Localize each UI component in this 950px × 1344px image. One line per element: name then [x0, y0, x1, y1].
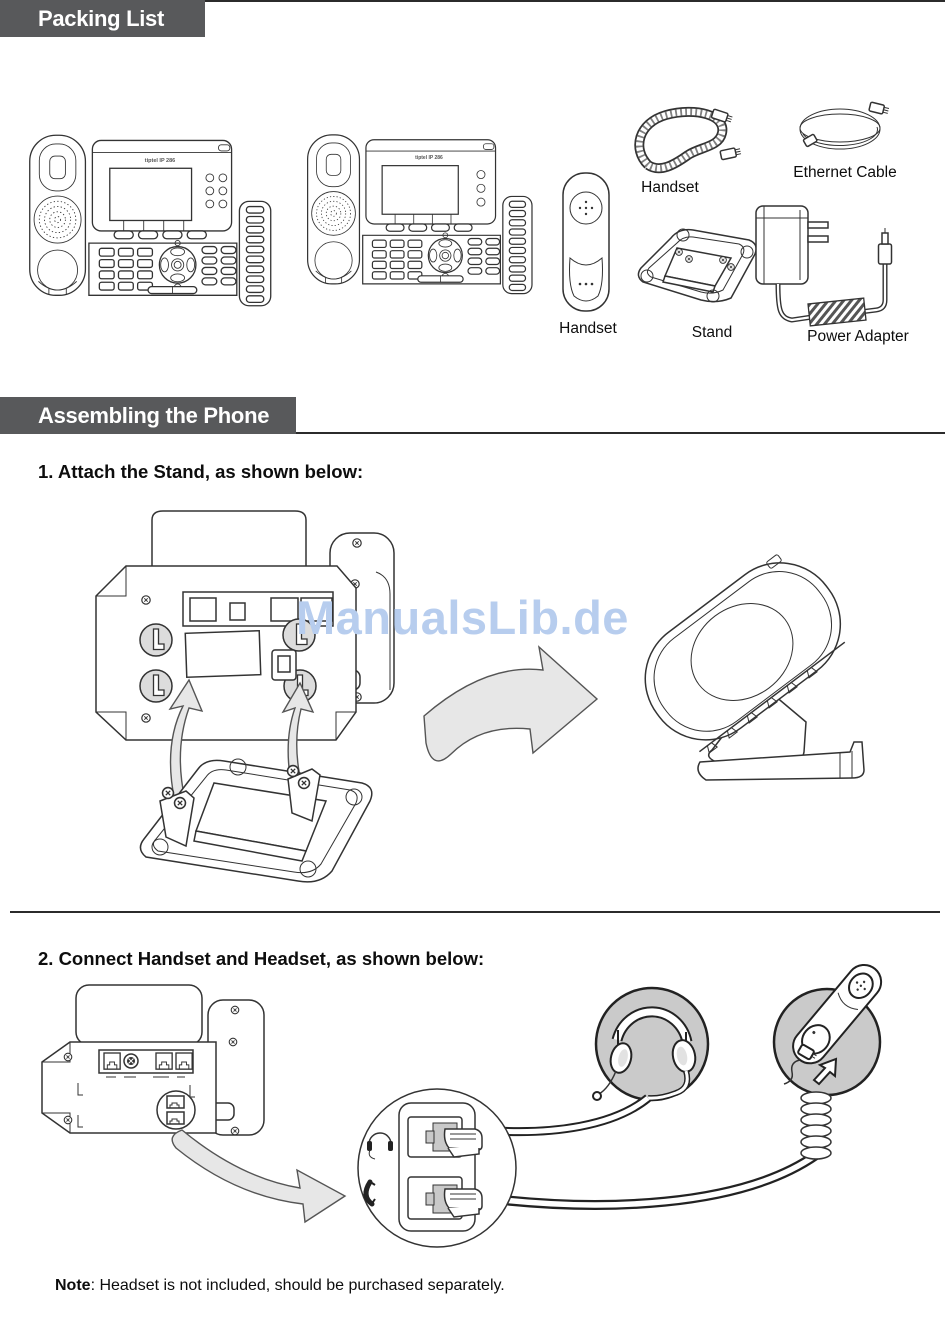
assembling-section-header: [0, 397, 296, 434]
jack-callout-circle: [358, 1089, 648, 1247]
assembling-section-title: Assembling the Phone: [38, 403, 270, 428]
note-label: Note: [55, 1277, 91, 1294]
power-adapter-illustration: [756, 206, 892, 326]
note: [55, 1277, 505, 1295]
headset-callout-circle: [593, 988, 708, 1100]
power-adapter-label: Power Adapter: [807, 328, 909, 345]
phone-brand-label: tiptel IP 286: [144, 158, 176, 164]
connect-handset-headset-diagram: [0, 940, 950, 1270]
packing-section-title: Packing List: [38, 6, 164, 31]
ethernet-cable-illustration: [800, 102, 889, 149]
stand-illustration: [638, 229, 756, 302]
phone-second-illustration: [308, 135, 532, 294]
packing-list-figure: [0, 95, 950, 340]
handset-label: Handset: [559, 320, 617, 337]
handset-cord-illustration: [639, 109, 741, 168]
packing-section-header: [0, 0, 205, 37]
step2-title: 2. Connect Handset and Headset, as shown below:: [38, 948, 485, 969]
stand-label: Stand: [691, 324, 733, 341]
section-divider: [10, 911, 940, 913]
zoom-arrow: [172, 1130, 345, 1222]
handset-cord-label: Handset: [641, 179, 699, 196]
assembled-phone-illustration: [622, 540, 864, 780]
watermark: ManualsLib.de: [296, 591, 629, 644]
attach-stand-diagram: [0, 500, 950, 905]
right-arrow: [424, 647, 597, 761]
coiled-cord: [801, 1092, 831, 1159]
ethernet-cable-label: Ethernet Cable: [793, 164, 897, 181]
step1-title: 1. Attach the Stand, as shown below:: [38, 461, 364, 482]
phone-with-handset-illustration: [30, 135, 271, 306]
phone-brand-label-2: tiptel IP 286: [415, 155, 443, 161]
note-text: : Headset is not included, should be purchased separately.: [90, 1277, 505, 1294]
phone-back-ports-illustration: [42, 985, 264, 1135]
